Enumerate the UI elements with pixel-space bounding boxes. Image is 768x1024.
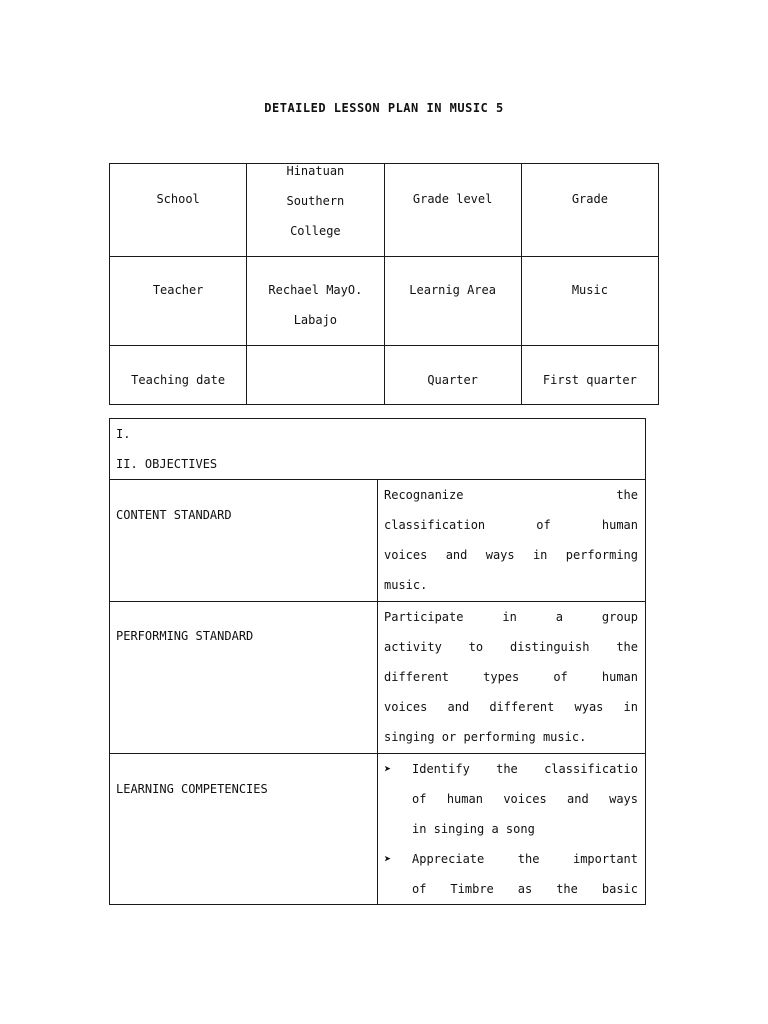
teacher-value-line: Rechael MayO. (268, 283, 363, 297)
quarter-value: First quarter (542, 373, 637, 387)
performing-standard-line: activity to distinguish the (384, 640, 638, 654)
learning-area-value-cell (521, 257, 658, 346)
learning-area-label-cell (384, 257, 521, 346)
info-row-teacher (110, 257, 659, 346)
performing-standard-row (110, 602, 646, 754)
grade-level-label: Grade level (412, 192, 493, 206)
competency-line: Appreciate the important (412, 852, 638, 866)
content-standard-row (110, 480, 646, 602)
competency-text (412, 754, 638, 844)
school-value-cell (247, 164, 384, 257)
lesson-info-table (109, 163, 659, 405)
quarter-value-cell (521, 346, 658, 405)
teacher-label: Teacher (152, 283, 204, 297)
competency-line: in singing a song (412, 822, 535, 836)
teacher-value-cell (247, 257, 384, 346)
school-value-line: Southern (286, 194, 345, 208)
content-standard-label: CONTENT STANDARD (116, 508, 232, 522)
objectives-heading-row (110, 419, 646, 480)
info-row-teaching-date (110, 346, 659, 405)
competency-text (412, 844, 638, 904)
school-value (253, 164, 377, 247)
performing-standard-line: singing or performing music. (384, 730, 587, 744)
performing-standard-line: voices and different wyas in (384, 700, 638, 714)
teaching-date-value (253, 346, 377, 365)
learning-competencies-label-cell (110, 754, 378, 905)
competency-item (384, 844, 638, 904)
grade-level-value-cell (521, 164, 658, 257)
competency-line: of human voices and ways (412, 792, 638, 806)
competency-line: of Timbre as the basic (412, 882, 638, 896)
teacher-value-line: Labajo (293, 313, 338, 327)
performing-standard-text-cell (378, 602, 646, 754)
section-number: I. (116, 427, 131, 441)
learning-area-value: Music (571, 283, 608, 297)
grade-level-label-cell (384, 164, 521, 257)
content-standard-line: classification of human (384, 518, 638, 532)
content-standard-text-cell (378, 480, 646, 602)
teacher-label-cell (110, 257, 247, 346)
content-standard-line: voices and ways in performing (384, 548, 638, 562)
quarter-label-cell (384, 346, 521, 405)
learning-competencies-row (110, 754, 646, 905)
performing-standard-label: PERFORMING STANDARD (116, 629, 254, 643)
performing-standard-line: different types of human (384, 670, 638, 684)
learning-area-label: Learnig Area (409, 283, 496, 297)
content-standard-line: Recognanize the (384, 488, 638, 502)
objectives-heading: II. OBJECTIVES (116, 457, 218, 471)
grade-level-value: Grade (571, 192, 608, 206)
teaching-date-label: Teaching date (131, 373, 226, 387)
performing-standard-line: Participate in a group (384, 610, 638, 624)
school-value-line: Hinatuan (286, 164, 345, 178)
teacher-value (253, 257, 377, 335)
school-label: School (156, 192, 200, 206)
quarter-label: Quarter (427, 373, 478, 387)
school-value-line: College (290, 224, 341, 238)
page-title: DETAILED LESSON PLAN IN MUSIC 5 (264, 101, 504, 115)
competency-item (384, 754, 638, 844)
learning-competencies-label: LEARNING COMPETENCIES (116, 782, 268, 796)
learning-competencies-text-cell (378, 754, 646, 905)
content-standard-line: music. (384, 578, 428, 592)
content-standard-label-cell (110, 480, 378, 602)
competency-line: Identify the classificatio (412, 762, 638, 776)
teaching-date-value-cell (247, 346, 384, 405)
info-row-school (110, 164, 659, 257)
arrowhead-bullet-icon: ➤ (384, 762, 392, 776)
school-label-cell (110, 164, 247, 257)
arrowhead-bullet-icon: ➤ (384, 852, 392, 866)
objectives-table (109, 418, 646, 905)
objectives-heading-cell (110, 419, 646, 480)
teaching-date-label-cell (110, 346, 247, 405)
performing-standard-label-cell (110, 602, 378, 754)
